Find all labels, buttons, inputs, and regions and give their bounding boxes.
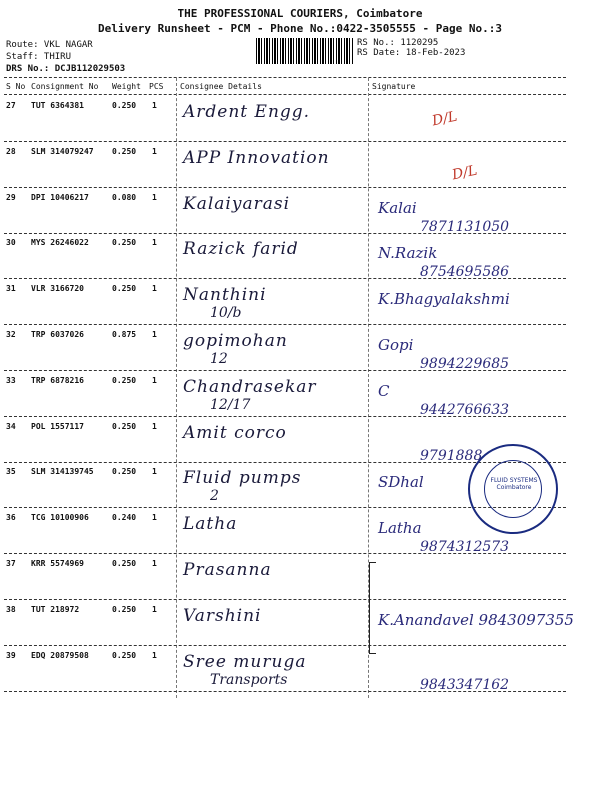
weight-value: 0.875 [112, 330, 137, 339]
col-consignment: Consignment No [31, 82, 99, 91]
signature-text: K.Anandavel 9843097355 [378, 611, 574, 629]
weight-value: 0.240 [112, 513, 137, 522]
weight-value: 0.080 [112, 193, 137, 202]
weight-value: 0.250 [112, 376, 137, 385]
pieces-count: 1 [152, 193, 157, 202]
row-rule [4, 141, 566, 142]
table-row [0, 97, 600, 143]
consignee-name: Nanthini [183, 285, 267, 305]
weight-value: 0.250 [112, 605, 137, 614]
signature-text: K.Bhagyalakshmi [378, 290, 510, 308]
signature-bracket [369, 562, 376, 654]
drs-number: DRS No.: DCJB112029503 [6, 64, 126, 74]
consignment-number: DPI 10406217 [31, 193, 89, 202]
staff-label: Staff: THIRU [6, 52, 72, 62]
phone-number: 9442766633 [420, 402, 510, 418]
pieces-count: 1 [152, 147, 157, 156]
col-consignee: Consignee Details [180, 82, 262, 91]
serial-number: 36 [6, 513, 16, 522]
table-row [0, 326, 600, 372]
header-bottom-rule [4, 94, 566, 95]
serial-number: 38 [6, 605, 16, 614]
row-rule [4, 691, 566, 692]
stamp-text: FLUID SYSTEMS Coimbatore [490, 477, 538, 491]
consignment-number: EDQ 20879508 [31, 651, 89, 660]
rs-number: RS No.: 1120295 [357, 38, 439, 48]
phone-number: 7871131050 [420, 219, 510, 235]
signature-text: Kalai [378, 199, 417, 217]
signature-text: N.Razik [378, 244, 438, 262]
col-sno: S No [6, 82, 26, 91]
document-title: THE PROFESSIONAL COURIERS, Coimbatore [177, 7, 423, 20]
row-rule [4, 416, 566, 417]
pieces-count: 1 [152, 467, 157, 476]
pieces-count: 1 [152, 513, 157, 522]
consignee-name: Kalaiyarasi [183, 194, 291, 214]
serial-number: 35 [6, 467, 16, 476]
serial-number: 30 [6, 238, 16, 247]
pieces-count: 1 [152, 101, 157, 110]
route-label: Route: VKL NAGAR [6, 40, 93, 50]
table-row [0, 555, 600, 601]
serial-number: 39 [6, 651, 16, 660]
col-weight: Weight [112, 82, 141, 91]
row-rule [4, 599, 566, 600]
barcode [256, 38, 354, 64]
table-row [0, 189, 600, 235]
weight-value: 0.250 [112, 101, 137, 110]
delivered-mark: D/L [450, 162, 479, 184]
rs-date: RS Date: 18-Feb-2023 [357, 48, 466, 58]
serial-number: 37 [6, 559, 16, 568]
weight-value: 0.250 [112, 467, 137, 476]
pieces-count: 1 [152, 284, 157, 293]
consignment-number: TCG 10100906 [31, 513, 89, 522]
consignee-name: Amit corco [183, 423, 287, 443]
header-top-rule [4, 77, 566, 78]
consignee-name: Varshini [183, 606, 262, 626]
pieces-count: 1 [152, 559, 157, 568]
row-rule [4, 278, 566, 279]
consignment-number: KRR 5574969 [31, 559, 84, 568]
table-row [0, 372, 600, 418]
serial-number: 27 [6, 101, 16, 110]
row-rule [4, 324, 566, 325]
weight-value: 0.250 [112, 147, 137, 156]
stamp-inner-ring [484, 460, 542, 518]
consignment-number: POL 1557117 [31, 422, 84, 431]
consignment-number: SLM 314139745 [31, 467, 94, 476]
consignment-number: MYS 26246022 [31, 238, 89, 247]
table-row [0, 234, 600, 280]
serial-number: 33 [6, 376, 16, 385]
consignee-name: Sree muruga [183, 652, 307, 672]
weight-value: 0.250 [112, 422, 137, 431]
row-rule [4, 553, 566, 554]
weight-value: 0.250 [112, 651, 137, 660]
consignment-number: TUT 6364381 [31, 101, 84, 110]
consignee-detail: Transports [210, 672, 288, 688]
serial-number: 32 [6, 330, 16, 339]
consignee-name: gopimohan [183, 331, 288, 351]
weight-value: 0.250 [112, 559, 137, 568]
consignee-name: Razick farid [183, 239, 299, 259]
signature-text: SDhal [378, 473, 424, 491]
serial-number: 31 [6, 284, 16, 293]
pieces-count: 1 [152, 376, 157, 385]
weight-value: 0.250 [112, 284, 137, 293]
consignment-number: VLR 3166720 [31, 284, 84, 293]
phone-number: 8754695586 [420, 264, 510, 280]
signature-text: Gopi [378, 336, 414, 354]
consignee-name: Latha [183, 514, 238, 534]
consignee-name: APP Innovation [183, 148, 330, 168]
consignee-detail: 12/17 [210, 397, 251, 413]
phone-number: 9843347162 [420, 677, 510, 693]
serial-number: 28 [6, 147, 16, 156]
phone-number: 9791888 [420, 448, 483, 464]
delivered-mark: D/L [430, 108, 459, 130]
pieces-count: 1 [152, 330, 157, 339]
table-row [0, 601, 600, 647]
consignee-detail: 10/b [210, 305, 242, 321]
row-rule [4, 187, 566, 188]
signature-text: C [378, 382, 390, 400]
document-subtitle: Delivery Runsheet - PCM - Phone No.:0422-3505555 - Page No.:3 [98, 22, 502, 35]
serial-number: 29 [6, 193, 16, 202]
phone-number: 9874312573 [420, 539, 510, 555]
table-row [0, 143, 600, 189]
weight-value: 0.250 [112, 238, 137, 247]
consignment-number: SLM 314079247 [31, 147, 94, 156]
consignee-name: Ardent Engg. [183, 102, 311, 122]
signature-text: Latha [378, 519, 422, 537]
consignee-name: Chandrasekar [183, 377, 317, 397]
company-stamp [468, 444, 558, 534]
phone-number: 9894229685 [420, 356, 510, 372]
table-row [0, 280, 600, 326]
col-signature: Signature [372, 82, 416, 91]
col-pcs: PCS [149, 82, 164, 91]
pieces-count: 1 [152, 651, 157, 660]
consignment-number: TRP 6878216 [31, 376, 84, 385]
consignee-detail: 12 [210, 351, 228, 367]
row-rule [4, 370, 566, 371]
consignee-name: Fluid pumps [183, 468, 302, 488]
pieces-count: 1 [152, 422, 157, 431]
row-rule [4, 645, 566, 646]
table-row [0, 647, 600, 693]
consignee-detail: 2 [210, 488, 219, 504]
pieces-count: 1 [152, 605, 157, 614]
consignment-number: TRP 6037026 [31, 330, 84, 339]
serial-number: 34 [6, 422, 16, 431]
consignee-name: Prasanna [183, 560, 272, 580]
pieces-count: 1 [152, 238, 157, 247]
consignment-number: TUT 218972 [31, 605, 80, 614]
